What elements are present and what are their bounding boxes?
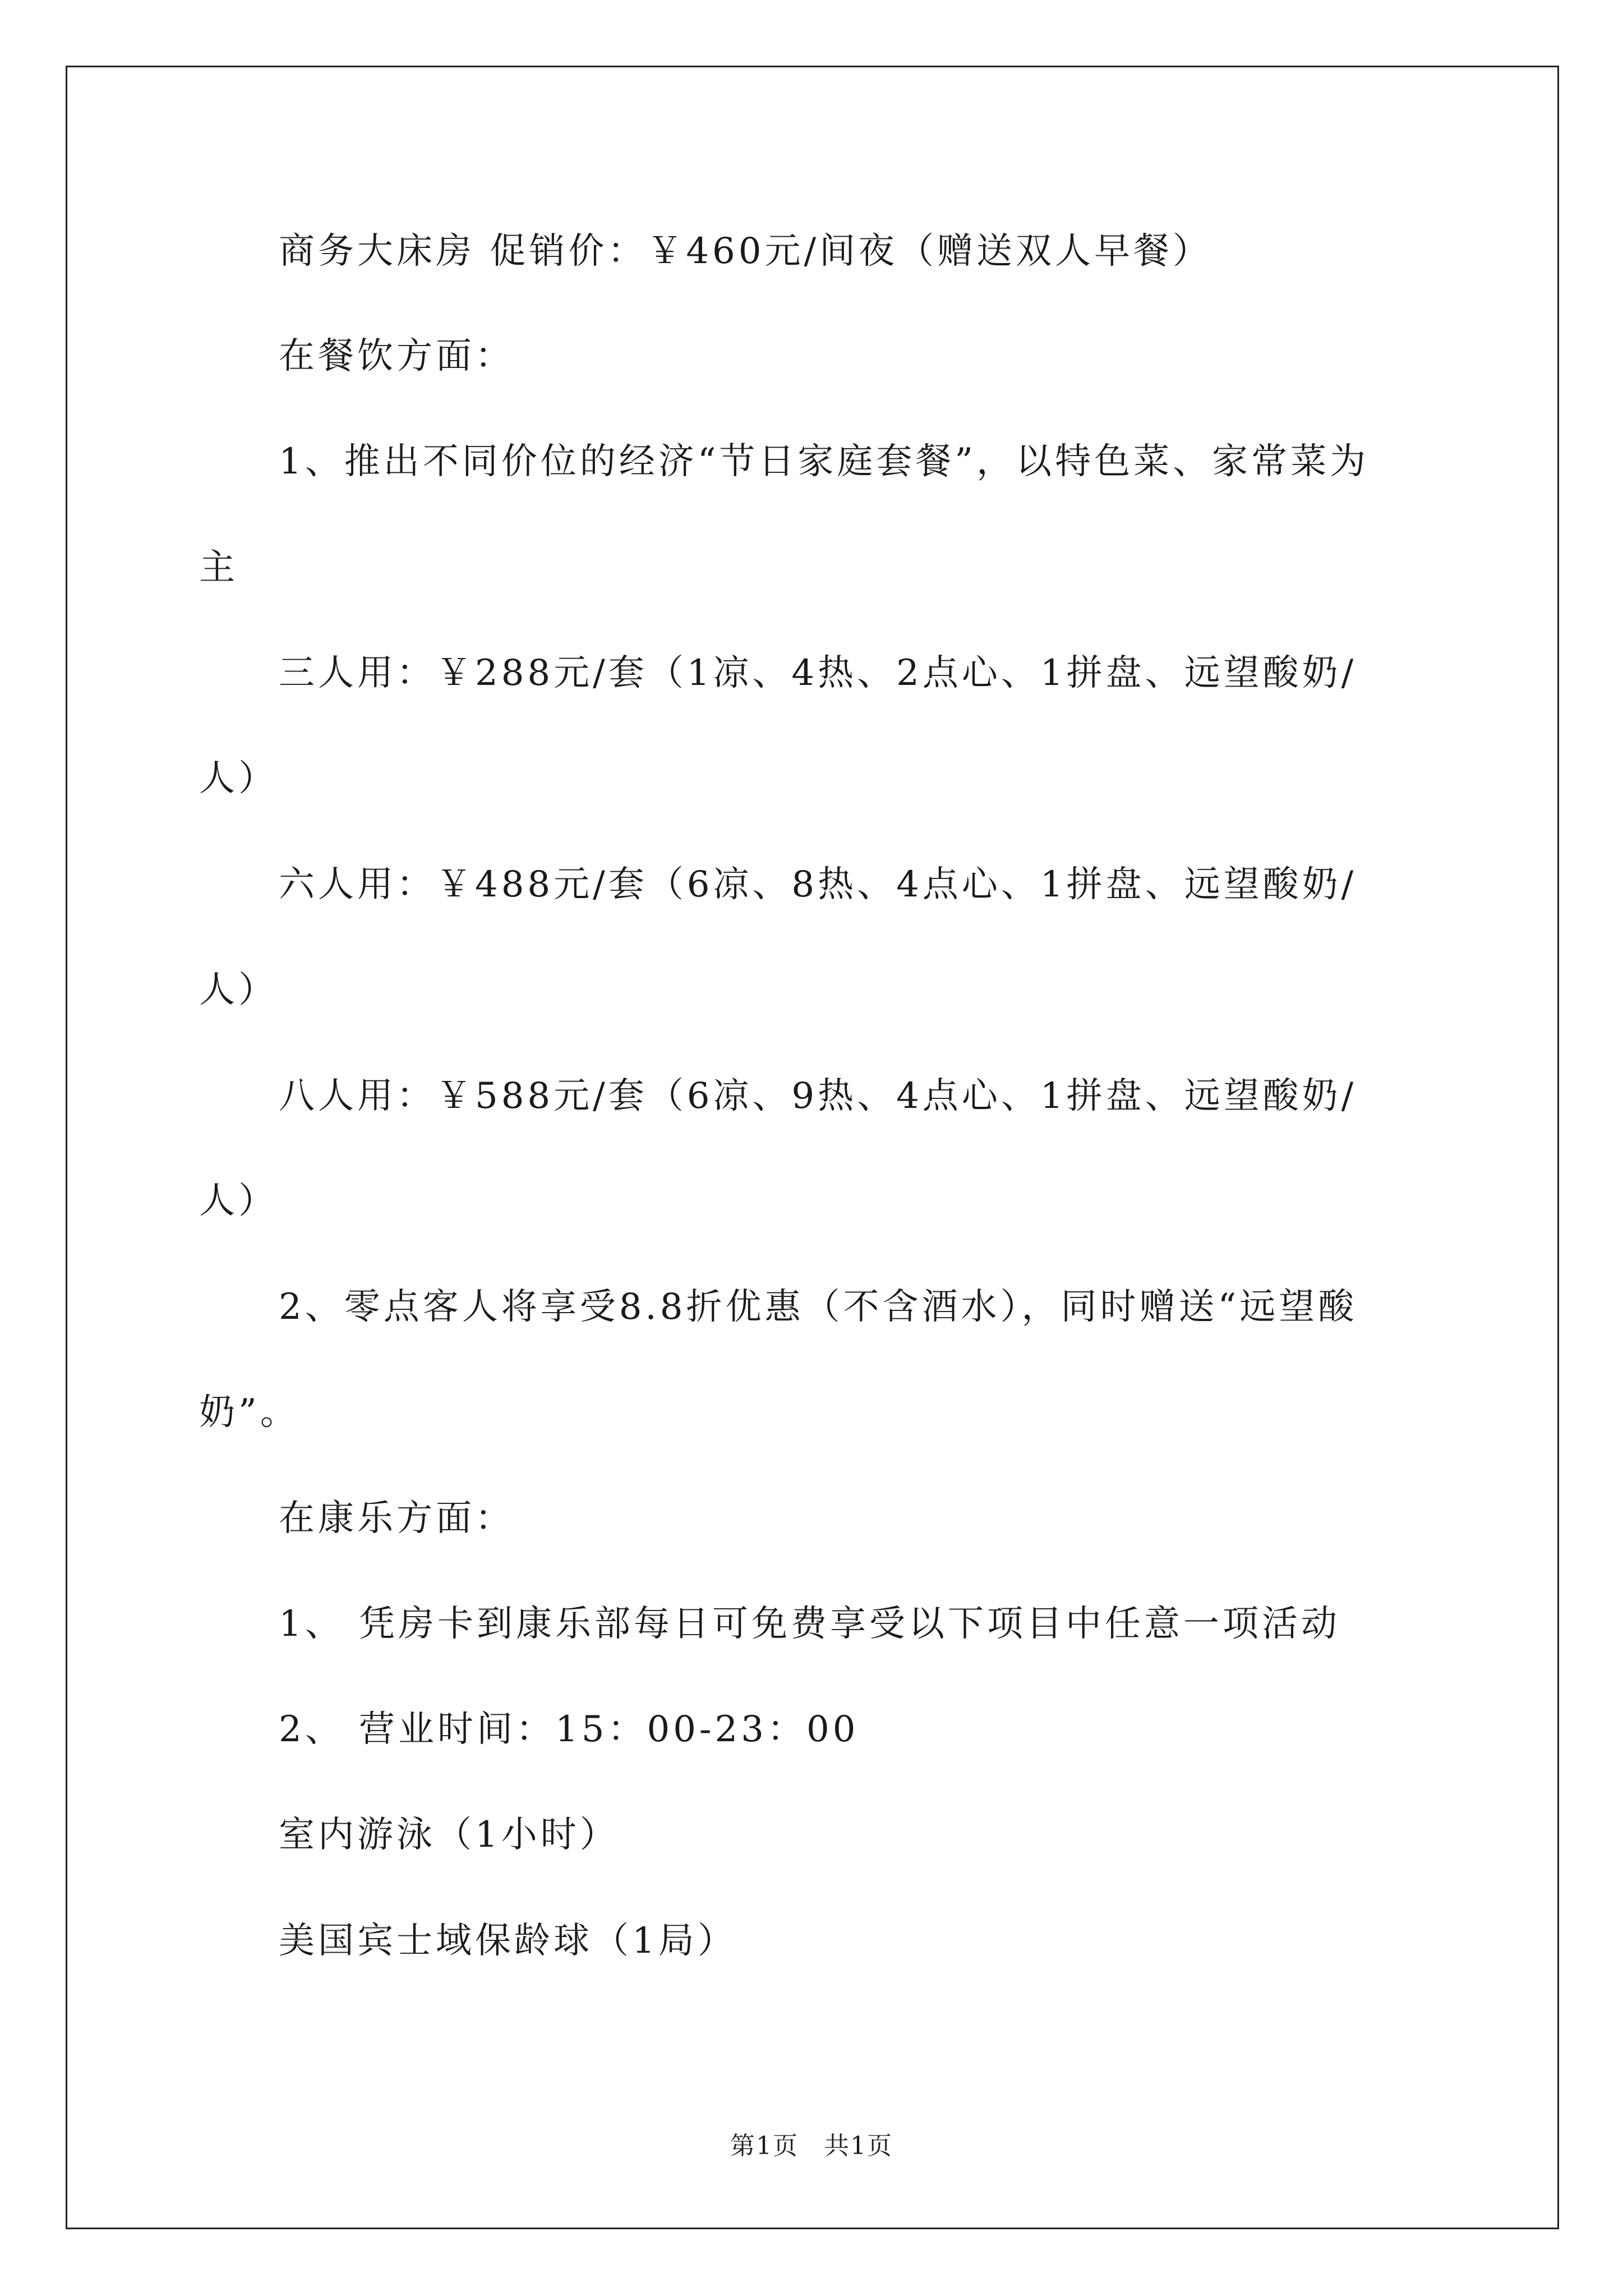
package-three-line-1: 三人用：￥288元/套（1凉、4热、2点心、1拼盘、远望酸奶/ bbox=[279, 652, 1357, 694]
package-eight-line-2: 人） bbox=[199, 1180, 278, 1222]
activity-swimming: 室内游泳（1小时） bbox=[279, 1814, 619, 1856]
catering-item-2-line-1: 2、零点客人将享受8.8折优惠（不含酒水），同时赠送“远望酸 bbox=[279, 1286, 1358, 1328]
room-promo-line: 商务大床房 促销价：￥460元/间夜（赠送双人早餐） bbox=[279, 231, 1212, 272]
catering-item-1-line-1: 1、推出不同价位的经济“节日家庭套餐”，以特色菜、家常菜为 bbox=[279, 441, 1370, 482]
catering-heading: 在餐饮方面： bbox=[279, 335, 514, 377]
package-six-line-2: 人） bbox=[199, 969, 278, 1011]
recreation-item-2: 2、 营业时间：15：00-23：00 bbox=[279, 1709, 859, 1750]
recreation-heading: 在康乐方面： bbox=[279, 1498, 514, 1539]
package-three-line-2: 人） bbox=[199, 758, 278, 799]
page-number-footer: 第1页 共1页 bbox=[730, 2132, 893, 2160]
package-eight-line-1: 八人用：￥588元/套（6凉、9热、4点心、1拼盘、远望酸奶/ bbox=[279, 1075, 1357, 1117]
activity-bowling: 美国宾士域保龄球（1局） bbox=[279, 1920, 737, 1962]
package-six-line-1: 六人用：￥488元/套（6凉、8热、4点心、1拼盘、远望酸奶/ bbox=[279, 864, 1357, 905]
recreation-item-1: 1、 凭房卡到康乐部每日可免费享受以下项目中任意一项活动 bbox=[279, 1603, 1341, 1645]
catering-item-2-line-2: 奶”。 bbox=[199, 1392, 299, 1433]
catering-item-1-line-2: 主 bbox=[199, 547, 238, 588]
page-frame bbox=[66, 66, 1559, 2229]
